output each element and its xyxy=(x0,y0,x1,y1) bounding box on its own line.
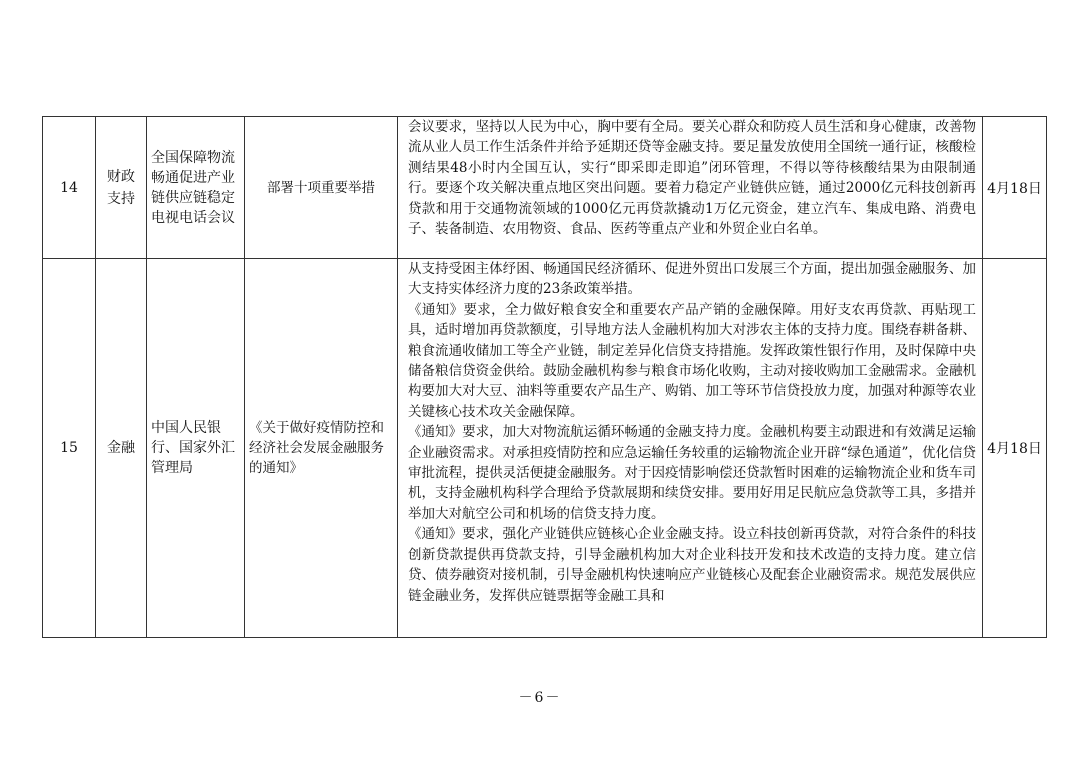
table-row xyxy=(43,117,1047,259)
content-paragraph: 《通知》要求，加大对物流航运循环畅通的金融支持力度。金融机构要主动跟进和有效满足运输企业融资需求。对承担疫情防控和应急运输任务较重的运输物流企业开辟“绿色通道”，优化信贷审批流程，提供灵活便捷金融服务。对于因疫情影响偿还贷款暂时困难的运输物流企业和货车司机，支持金融机构科学合理给予贷款展期和续贷安排。要用好用足民航应急贷款等工具，多措并举加大对航空公司和机场的信贷支持力度。 xyxy=(408,424,976,522)
policy-title: 《关于做好疫情防控和经济社会发展金融服务的通知》 xyxy=(245,259,398,638)
policy-title: 部署十项重要举措 xyxy=(245,117,398,259)
content-paragraph: 从支持受困主体纾困、畅通国民经济循环、促进外贸出口发展三个方面，提出加强金融服务、加大支持实体经济力度的23条政策举措。 xyxy=(408,261,976,298)
policy-area: 金融 xyxy=(96,259,147,638)
policy-area: 财政支持 xyxy=(96,117,147,259)
issuing-body: 中国人民银行、国家外汇管理局 xyxy=(147,259,245,638)
content-paragraph: 《通知》要求，全力做好粮食安全和重要农产品产销的金融保障。用好支农再贷款、再贴现工具，适时增加再贷款额度，引导地方法人金融机构加大对涉农主体的支持力度。围绕春耕备耕、粮食流通收储加工等全产业链，制定差异化信贷支持措施。发挥政策性银行作用，及时保障中央储备粮信贷资金供给。鼓励金融机构参与粮食市场化收购，主动对接收购加工金融需求。金融机构要加大对大豆、油料等重要农产品生产、购销、加工等环节信贷投放力度，加强对种源等农业关键核心技术攻关金融保障。 xyxy=(408,301,976,420)
issue-date: 4月18日 xyxy=(983,259,1047,638)
policy-table xyxy=(42,116,1047,638)
content-paragraph: 《通知》要求，强化产业链供应链核心企业金融支持。设立科技创新再贷款，对符合条件的科技创新贷款提供再贷款支持，引导金融机构加大对企业科技开发和技术改造的支持力度。建立信贷、债券融资对接机制，引导金融机构快速响应产业链核心及配套企业融资需求。规范发展供应链金融业务，发挥供应链票据等金融工具和 xyxy=(408,526,976,604)
issue-date: 4月18日 xyxy=(983,117,1047,259)
policy-content xyxy=(398,259,983,638)
issuing-body: 全国保障物流畅通促进产业链供应链稳定电视电话会议 xyxy=(147,117,245,259)
row-number: 14 xyxy=(43,117,96,259)
page-number: －6－ xyxy=(518,690,562,706)
policy-content: 会议要求，坚持以人民为中心，胸中要有全局。要关心群众和防疫人员生活和身心健康，改善物流从业人员工作生活条件并给予延期还贷等金融支持。要足量发放使用全国统一通行证，核酸检测结果48小时内全国互认，实行“即采即走即追”闭环管理，不得以等待核酸结果为由限制通行。要逐个攻关解决重点地区突出问题。要着力稳定产业链供应链，通过2000亿元科技创新再贷款和用于交通物流领域的1000亿元再贷款撬动1万亿元资金，建立汽车、集成电路、消费电子、装备制造、农用物资、食品、医药等重点产业和外贸企业白名单。 xyxy=(398,117,983,259)
row-number: 15 xyxy=(43,259,96,638)
table-row xyxy=(43,259,1047,638)
